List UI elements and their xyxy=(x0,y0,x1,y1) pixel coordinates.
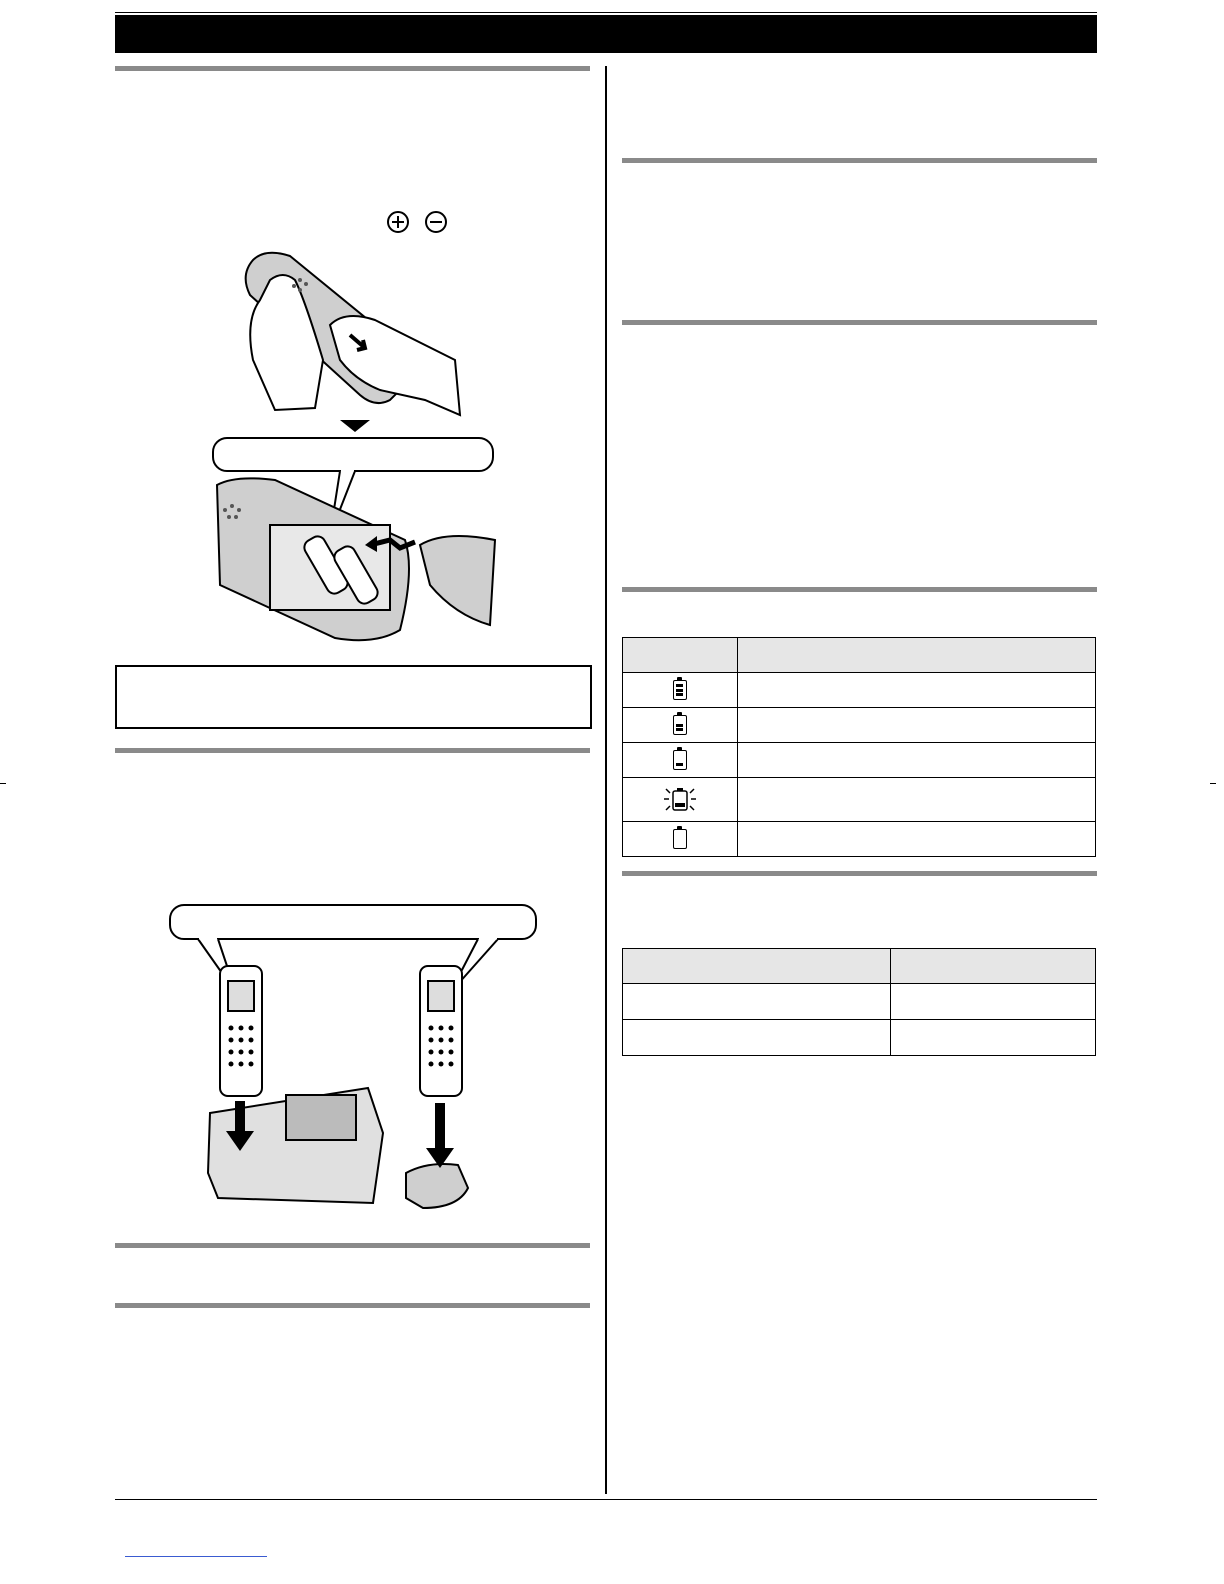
section-rule-battery-level xyxy=(622,587,1097,592)
column-divider xyxy=(605,66,607,1494)
charging-callout-bubble xyxy=(170,905,536,939)
charging-illustration xyxy=(168,903,540,1213)
table-row xyxy=(623,1020,1096,1056)
down-arrow-left-icon xyxy=(235,1101,245,1131)
section-rule-left-3 xyxy=(115,1243,590,1248)
note-box xyxy=(115,665,592,729)
down-arrow-icon xyxy=(340,420,370,432)
battery-install-illustration xyxy=(205,240,500,645)
battery-flashing-icon xyxy=(662,785,698,815)
table-row xyxy=(623,984,1096,1020)
section-rule-right-1 xyxy=(622,158,1097,163)
table-row xyxy=(623,673,1096,708)
footer-link[interactable] xyxy=(125,1556,267,1557)
polarity-icons xyxy=(386,210,450,236)
performance-table-header-operation xyxy=(623,949,891,984)
section-rule-battery-charging xyxy=(115,748,590,753)
footer-rule xyxy=(115,1499,1097,1500)
battery-empty-icon xyxy=(673,829,687,849)
table-row xyxy=(623,743,1096,778)
base-unit-display xyxy=(286,1095,356,1140)
section-rule-battery-performance xyxy=(622,871,1097,876)
hands xyxy=(250,275,460,415)
battery-performance-table xyxy=(622,948,1096,1056)
crop-mark-left xyxy=(0,783,6,784)
battery-level-table xyxy=(622,637,1096,857)
table-row xyxy=(623,708,1096,743)
section-rule-left-4 xyxy=(115,1303,590,1308)
header-top-rule xyxy=(115,12,1097,13)
battery-cover xyxy=(420,536,495,625)
section-rule-battery-install xyxy=(115,66,590,71)
battery-table-header-icon xyxy=(623,638,738,673)
down-arrow-right-icon xyxy=(435,1103,445,1148)
section-rule-right-2 xyxy=(622,320,1097,325)
battery-low-icon xyxy=(673,750,687,770)
handset-left xyxy=(220,966,262,1096)
minus-polarity-icon xyxy=(426,212,446,232)
table-row xyxy=(623,778,1096,822)
plus-polarity-icon xyxy=(388,212,408,232)
callout-bubble xyxy=(213,438,493,471)
battery-full-icon xyxy=(673,680,687,700)
open-handset xyxy=(217,478,409,640)
table-row xyxy=(623,822,1096,857)
handset-right xyxy=(420,966,462,1096)
battery-table-header-status xyxy=(738,638,1096,673)
page-header-bar xyxy=(115,15,1097,53)
performance-table-header-time xyxy=(891,949,1096,984)
crop-mark-right xyxy=(1210,783,1216,784)
battery-medium-icon xyxy=(673,715,687,735)
charger-unit xyxy=(406,1164,468,1208)
